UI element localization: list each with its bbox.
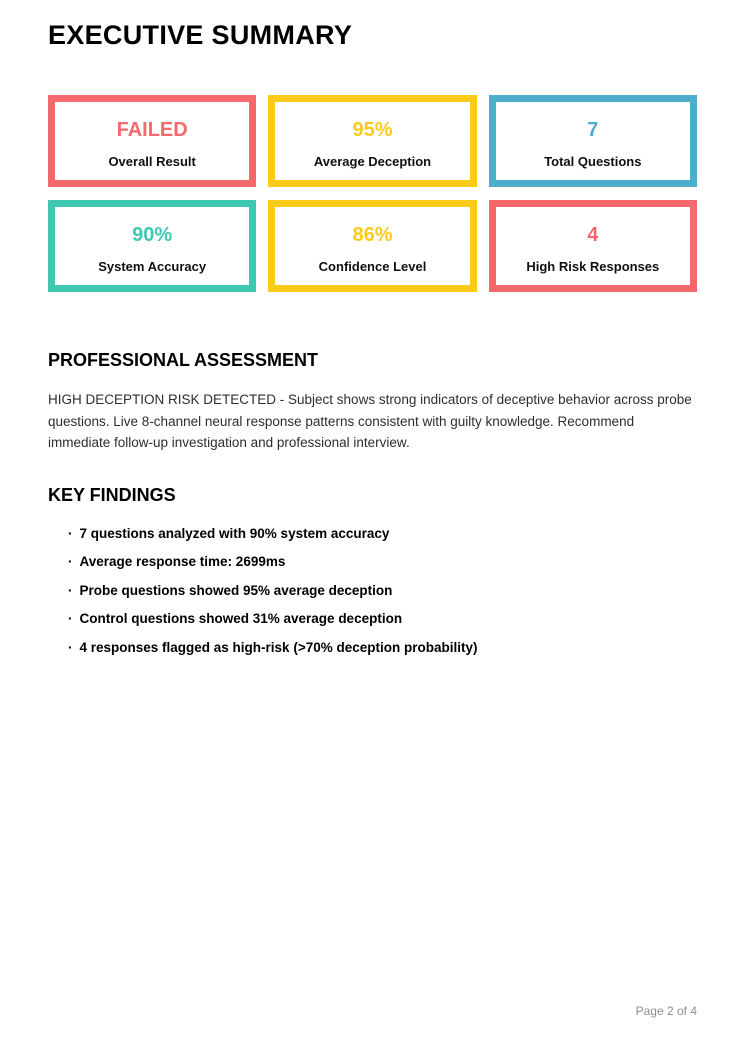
finding-item (68, 640, 697, 656)
stat-value: 7 (587, 119, 599, 141)
stat-label: Confidence Level (318, 259, 427, 274)
bullet-icon: · (68, 582, 73, 598)
stat-value: 90% (132, 224, 173, 246)
professional-assessment-heading: PROFESSIONAL ASSESSMENT (48, 350, 319, 370)
finding-item (68, 554, 697, 570)
stat-label: Total Questions (544, 154, 642, 169)
finding-item (68, 526, 697, 542)
stat-card-average-deception (268, 95, 476, 187)
page-title: EXECUTIVE SUMMARY (48, 20, 353, 50)
stat-label: High Risk Responses (526, 259, 660, 274)
summary-stat-cards (48, 95, 697, 292)
stat-label: Overall Result (108, 154, 196, 169)
finding-text: Control questions showed 31% average deception (79, 611, 403, 626)
stat-label: Average Deception (313, 154, 432, 169)
stat-card-high-risk-responses (489, 200, 697, 292)
stat-value: 4 (587, 224, 599, 246)
stat-card-total-questions (489, 95, 697, 187)
stat-card-system-accuracy (48, 200, 256, 292)
professional-assessment-body: HIGH DECEPTION RISK DETECTED - Subject shows strong indicators of deceptive behavior across probe questions. Live 8-channel neural response patterns consistent with guilty knowledge. Recommend immediate follow-up investigation and professional interview. (48, 392, 692, 450)
stat-value: FAILED (116, 119, 188, 141)
finding-text: 4 responses flagged as high-risk (>70% deception probability) (79, 639, 478, 655)
bullet-icon: · (68, 611, 73, 626)
finding-text: Average response time: 2699ms (79, 554, 286, 569)
bullet-icon: · (68, 525, 73, 541)
bullet-icon: · (68, 639, 73, 655)
finding-item (68, 611, 697, 627)
key-findings-heading: KEY FINDINGS (48, 484, 176, 505)
stat-card-confidence-level (268, 200, 476, 292)
stat-value: 95% (352, 119, 393, 141)
finding-text: 7 questions analyzed with 90% system accuracy (79, 525, 390, 541)
key-findings-list (48, 526, 697, 656)
finding-text: Probe questions showed 95% average deception (79, 582, 393, 598)
finding-item (68, 583, 697, 599)
page-number: Page 2 of 4 (635, 1004, 697, 1018)
bullet-icon: · (68, 554, 73, 569)
stat-value: 86% (352, 224, 393, 246)
stat-label: System Accuracy (98, 259, 207, 274)
stat-card-overall-result (48, 95, 256, 187)
